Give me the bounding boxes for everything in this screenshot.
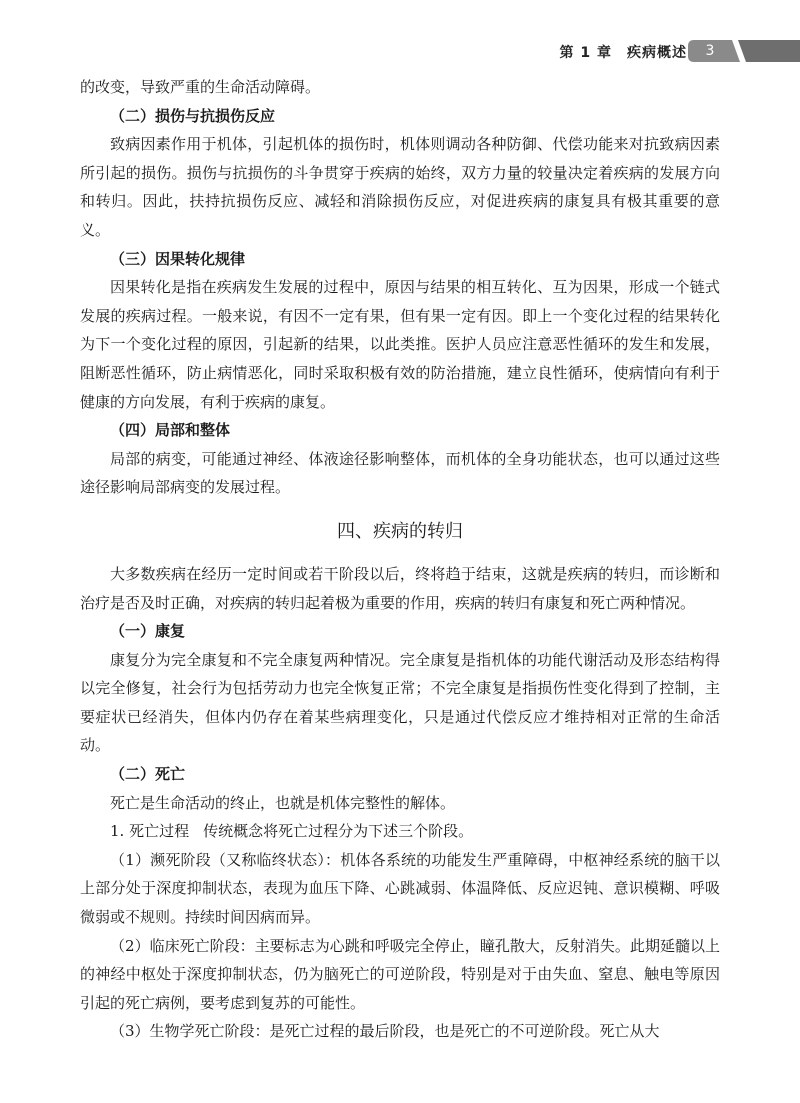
numbered-item-label: 1. 死亡过程 <box>110 822 190 841</box>
chapter-title: 第 1 章 疾病概述 <box>559 45 687 61</box>
numbered-item-text: 传统概念将死亡过程分为下述三个阶段。 <box>203 822 474 841</box>
subsection-heading: （四）局部和整体 <box>110 421 231 440</box>
page-body <box>80 73 720 1046</box>
paragraph: 大多数疾病在经历一定时间或若干阶段以后，终将趋于结束，这就是疾病的转归，而诊断和治疗是否及时正确，对疾病的转归起着极为重要的作用，疾病的转归有康复和死亡两种情况。 <box>80 564 720 612</box>
paragraph: 因果转化是指在疾病发生发展的过程中，原因与结果的相互转化、互为因果，形成一个链式发展的疾病过程。一般来说，有因不一定有果，但有果一定有因。即上一个变化过程的结果转化为下一个变化过程的原因，引起新的结果，以此类推。医护人员应注意恶性循环的发生和发展，阻断恶性循环，防止病情恶化，同时采取积极有效的防治措施，建立良性循环，使病情向有利于健康的方向发展，有利于疾病的康复。 <box>80 278 720 411</box>
section-heading: 四、疾病的转归 <box>337 520 463 542</box>
stage-paragraph: （2）临床死亡阶段：主要标志为心跳和呼吸完全停止，瞳孔散大，反射消失。此期延髓以上的神经中枢处于深度抑制状态，仍为脑死亡的可逆阶段，特别是对于由失血、窒息、触电等原因引起的死亡病例，要考虑到复苏的可能性。 <box>80 936 720 1012</box>
subsection-heading: （二）损伤与抗损伤反应 <box>110 106 276 125</box>
paragraph: 死亡是生命活动的终止，也就是机体完整性的解体。 <box>110 793 456 812</box>
stage-paragraph: （1）濒死阶段（又称临终状态）：机体各系统的功能发生严重障碍，中枢神经系统的脑干以上部分处于深度抑制状态，表现为血压下降、心跳减弱、体温降低、反应迟钝、意识模糊、呼吸微弱或不规则。持续时间因病而异。 <box>80 850 720 927</box>
subsection-heading: （二）死亡 <box>110 765 186 784</box>
subsection-heading: （一）康复 <box>110 622 186 641</box>
paragraph: 康复分为完全康复和不完全康复两种情况。完全康复是指机体的功能代谢活动及形态结构得以完全修复，社会行为包括劳动力也完全恢复正常；不完全康复是指损伤性变化得到了控制，主要症状已经消失，但体内仍存在着某些病理变化，只是通过代偿反应才维持相对正常的生命活动。 <box>80 650 720 755</box>
page-number: 3 <box>705 43 715 59</box>
paragraph: 局部的病变，可能通过神经、体液途径影响整体，而机体的全身功能状态，也可以通过这些途径影响局部病变的发展过程。 <box>80 449 720 497</box>
stage-paragraph: （3）生物学死亡阶段：是死亡过程的最后阶段，也是死亡的不可逆阶段。死亡从大 <box>110 1022 660 1041</box>
running-header <box>0 38 800 66</box>
subsection-heading: （三）因果转化规律 <box>110 249 246 268</box>
paragraph: 致病因素作用于机体，引起机体的损伤时，机体则调动各种防御、代偿功能来对抗致病因素所引起的损伤。损伤与抗损伤的斗争贯穿于疾病的始终，双方力量的较量决定着疾病的发展方向和转归。因此，扶持抗损伤反应、减轻和消除损伤反应，对促进疾病的康复具有极其重要的意义。 <box>80 135 720 239</box>
numbered-item <box>80 817 720 846</box>
continued-paragraph: 的改变，导致严重的生命活动障碍。 <box>80 78 321 96</box>
